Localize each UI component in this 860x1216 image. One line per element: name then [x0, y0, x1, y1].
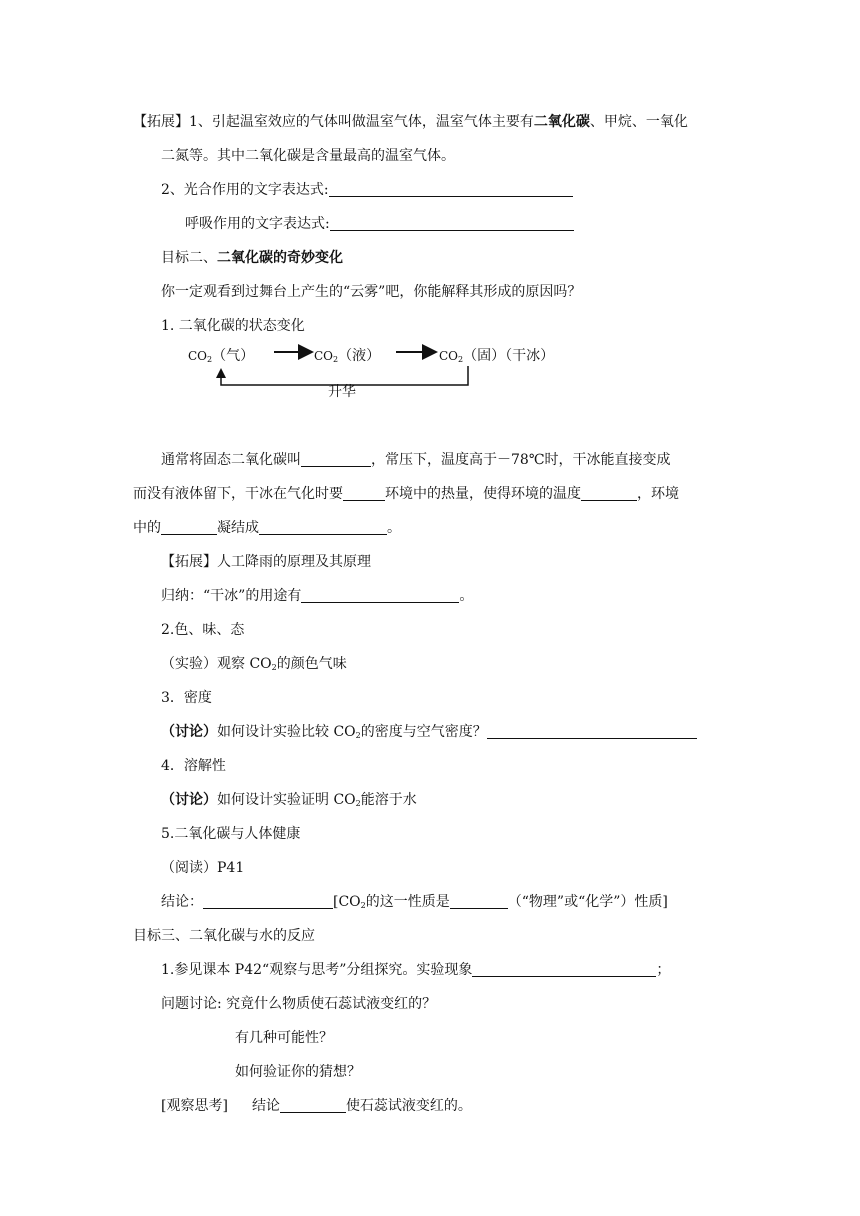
phenomenon-blank[interactable]	[472, 961, 656, 977]
solid-label: （固）	[463, 348, 506, 364]
item-4: 4．溶解性	[161, 758, 226, 774]
dry-ice-name-blank[interactable]	[301, 451, 371, 467]
goal-2-title: 二氧化碳的奇妙变化	[217, 250, 343, 266]
dry-ice-label: （干冰）	[505, 348, 555, 364]
liquid-label: （液）	[338, 348, 381, 364]
para-line1: 通常将固态二氧化碳叫 ，常压下，温度高于－78℃时，干冰能直接变成	[161, 452, 671, 468]
extension-1-text-b: 、甲烷、一氧化	[589, 114, 688, 130]
goal-3-heading: 目标三、二氧化碳与水的反应	[133, 928, 315, 944]
summary-line: 归纳：“干冰”的用途有 。	[161, 588, 474, 604]
condense-substance-blank[interactable]	[161, 519, 217, 535]
para-line2: 而没有液体留下，干冰在气化时要 环境中的热量，使得环境的温度 ，环境	[133, 486, 679, 502]
litmus-substance-blank[interactable]	[280, 1097, 346, 1113]
gas-label: （气）	[212, 348, 255, 364]
co2-solid: $CO_2$（固）（干冰）	[439, 348, 555, 364]
co2-liquid: $CO_2$（液）	[314, 348, 381, 364]
item-5-reading: （阅读）P41	[161, 860, 245, 876]
question-possibilities: 有几种可能性？	[235, 1030, 333, 1046]
state-change-heading: 1. 二氧化碳的状态变化	[161, 318, 305, 334]
extension-1-text-a: 1、引起温室效应的气体叫做温室气体，温室气体主要有	[189, 114, 534, 130]
sublimation-label: 升华	[328, 384, 356, 400]
question-verify: 如何验证你的猜想？	[235, 1064, 361, 1080]
bold-co2: 二氧化碳	[533, 114, 590, 130]
item-2: 2.色、味、态	[161, 622, 245, 638]
para-line3: 中的 凝结成 。	[133, 520, 401, 536]
goal-2-question: 你一定观看到过舞台上产生的“云雾”吧，你能解释其形成的原因吗？	[161, 284, 582, 300]
property-type-blank[interactable]	[450, 893, 508, 909]
photosynthesis-label: 2、光合作用的文字表达式:	[161, 182, 329, 198]
respiration-label: 呼吸作用的文字表达式:	[185, 216, 330, 232]
co2-gas: $CO_2$（气）	[188, 348, 255, 364]
extension-2: 【拓展】人工降雨的原理及其原理	[161, 554, 371, 570]
condense-result-blank[interactable]	[259, 519, 387, 535]
density-answer-blank[interactable]	[487, 723, 697, 739]
item-5: 5.二氧化碳与人体健康	[161, 826, 301, 842]
goal-2-prefix: 目标二、	[161, 250, 217, 266]
item-2-experiment: （实验）观察 $CO_2$的颜色气味	[161, 656, 347, 672]
observation-line: [观察思考] 结论 使石蕊试液变红的。	[161, 1098, 472, 1114]
goal-3-item-1: 1.参见课本 P42“观察与思考”分组探究。实验现象 ；	[161, 962, 671, 978]
temperature-blank[interactable]	[581, 485, 637, 501]
extension-tag: 【拓展】	[133, 114, 189, 130]
state-change-diagram	[0, 0, 860, 420]
conclusion-blank[interactable]	[203, 893, 333, 909]
extension-tag: 【拓展】	[161, 554, 217, 570]
heat-blank[interactable]	[343, 485, 385, 501]
question-discussion: 问题讨论: 究竟什么物质使石蕊试液变红的？	[161, 996, 437, 1012]
dry-ice-uses-blank[interactable]	[301, 587, 459, 603]
extension-1-line2: 二氮等。其中二氧化碳是含量最高的温室气体。	[161, 148, 455, 164]
item-3: 3．密度	[161, 690, 212, 706]
item-4-discussion: （讨论）如何设计实验证明 $CO_2$能溶于水	[161, 792, 417, 808]
item-3-discussion: （讨论）如何设计实验比较 $CO_2$的密度与空气密度？	[161, 722, 697, 746]
conclusion-line: 结论： [$CO_2$的这一性质是 （“物理”或“化学”）性质]	[161, 894, 668, 910]
